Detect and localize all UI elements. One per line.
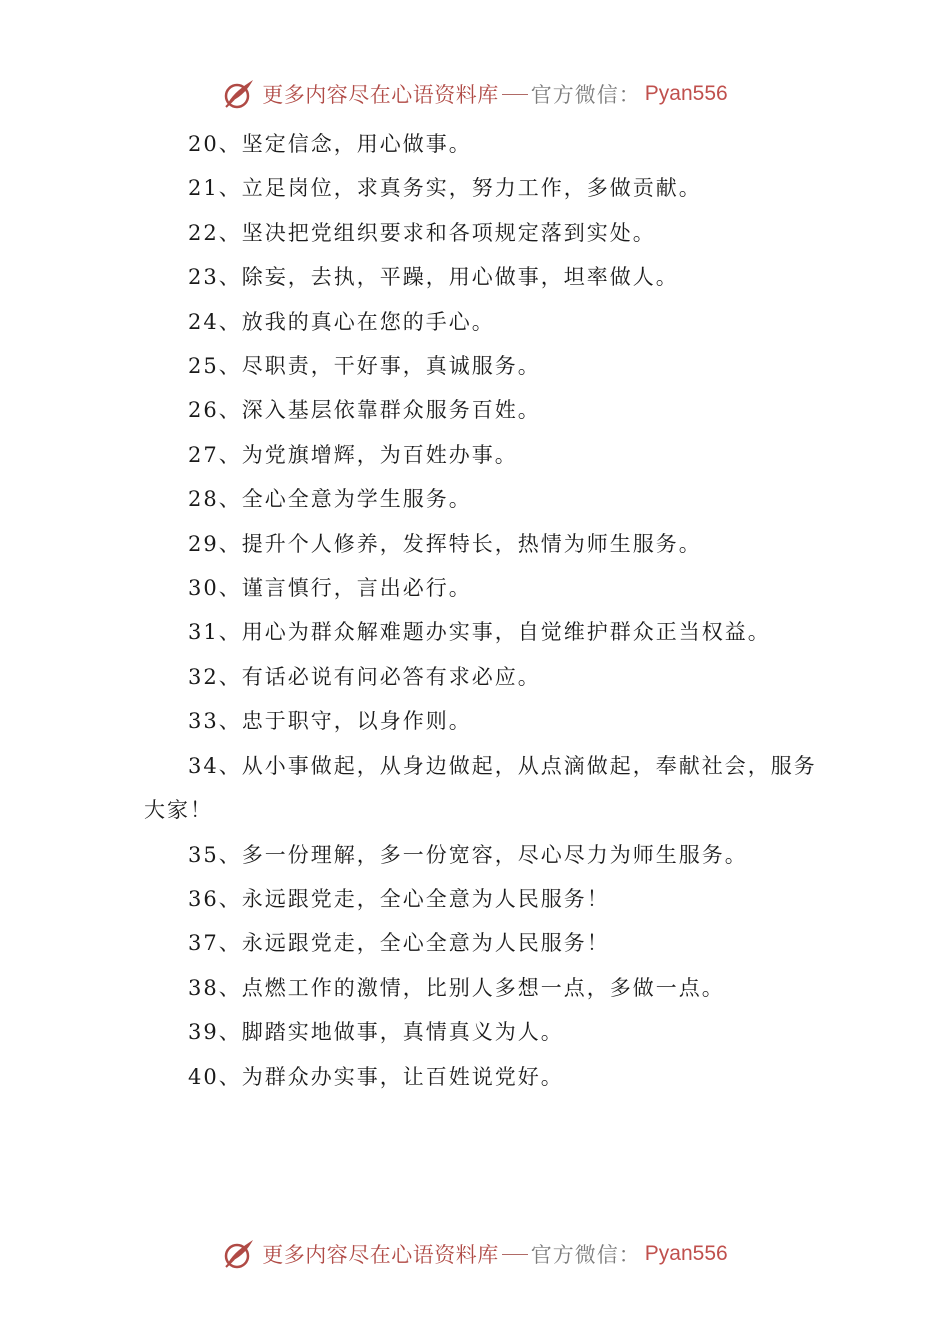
brand-text: 更多内容尽在心语资料库 bbox=[262, 1243, 499, 1267]
list-item: 33、忠于职守，以身作则。 bbox=[188, 709, 472, 734]
list-item: 25、尽职责，干好事，真诚服务。 bbox=[188, 354, 541, 379]
list-item: 23、除妄，去执，平躁，用心做事，坦率做人。 bbox=[188, 265, 679, 290]
list-item: 34、从小事做起，从身边做起，从点滴做起，奉献社会，服务大家！ bbox=[144, 753, 817, 823]
list-item: 37、永远跟党走，全心全意为人民服务！ bbox=[188, 931, 610, 956]
list-item: 24、放我的真心在您的手心。 bbox=[188, 309, 495, 334]
list-item: 36、永远跟党走，全心全意为人民服务！ bbox=[188, 886, 610, 911]
slogan-list bbox=[144, 122, 824, 1099]
list-item: 35、多一份理解，多一份宽容，尽心尽力为师生服务。 bbox=[188, 842, 748, 867]
list-item: 38、点燃工作的激情，比别人多想一点，多做一点。 bbox=[188, 975, 725, 1000]
wechat-id: Pyan556 bbox=[644, 82, 728, 105]
list-item: 22、坚决把党组织要求和各项规定落到实处。 bbox=[188, 220, 656, 245]
list-item: 40、为群众办实事，让百姓说党好。 bbox=[188, 1064, 564, 1089]
wechat-label: 官方微信： bbox=[530, 1243, 641, 1267]
list-item: 30、谨言慎行，言出必行。 bbox=[188, 576, 472, 601]
list-item: 27、为党旗增辉，为百姓办事。 bbox=[188, 442, 518, 467]
list-item: 20、坚定信念，用心做事。 bbox=[188, 132, 472, 156]
footer-divider bbox=[502, 1254, 528, 1255]
list-item: 28、全心全意为学生服务。 bbox=[188, 487, 472, 512]
header-divider bbox=[502, 94, 528, 95]
wechat-label: 官方微信： bbox=[530, 83, 641, 107]
footer-banner bbox=[0, 1234, 950, 1274]
wechat-id: Pyan556 bbox=[644, 1242, 728, 1265]
list-item: 26、深入基层依靠群众服务百姓。 bbox=[188, 398, 541, 423]
list-item: 31、用心为群众解难题办实事，自觉维护群众正当权益。 bbox=[188, 620, 771, 645]
list-item: 21、立足岗位，求真务实，努力工作，多做贡献。 bbox=[188, 176, 702, 201]
brand-text: 更多内容尽在心语资料库 bbox=[262, 83, 499, 107]
quill-logo-icon bbox=[222, 77, 256, 111]
quill-logo-icon bbox=[222, 1237, 256, 1271]
list-item: 32、有话必说有问必答有求必应。 bbox=[188, 664, 541, 689]
list-item: 29、提升个人修养，发挥特长，热情为师生服务。 bbox=[188, 531, 702, 556]
list-item: 39、脚踏实地做事，真情真义为人。 bbox=[188, 1020, 564, 1045]
header-banner bbox=[0, 74, 950, 114]
